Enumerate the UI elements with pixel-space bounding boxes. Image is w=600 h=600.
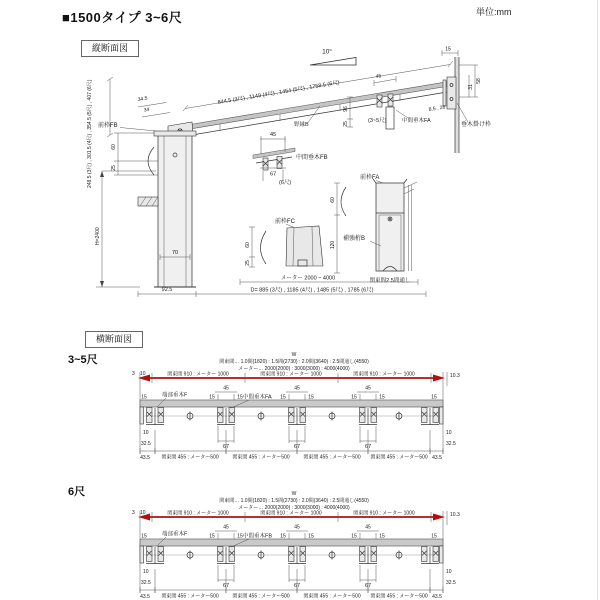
mid-rafter-fa-label: 中間垂木FA [402,118,431,124]
mid-rafter-label: 中間垂木FB [243,533,273,540]
dim-45-fa: 45 [375,73,382,80]
cross-section-2-title: 6尺 [68,486,86,498]
span-label: 関東間 455 : メーター500 [161,454,219,461]
rafter-assembly [209,525,243,594]
front-edge-dims [137,95,170,117]
dim-43-5-left: 43.5 [140,455,150,461]
dim-43-5-right: 43.5 [432,455,442,461]
fa-dim-120: 120 [330,240,336,250]
dim-15-right: 15 [431,533,437,540]
vertical-section-box-label: 縦断面図 [81,40,139,57]
page-title: ■1500タイプ 3~6尺 [62,10,183,25]
dim-25: 25 [111,165,117,171]
rafter-dim-15: 15 [280,533,286,540]
module-span-label: 関東間 910 : メーター 1000 [353,510,415,517]
dim-15-left: 15 [141,394,147,401]
rafter-assembly [146,547,164,594]
detail6-dim-67: 67 [269,171,277,178]
dim-10: 10 [140,371,146,377]
detail6-label: 中間垂木FB [296,155,328,161]
rafter-dim-67: 67 [364,583,372,589]
cross-section-3-5-drawing [60,350,600,478]
rafter-dim-15: 15 [379,394,385,401]
mid-rafter-fb-detail [253,132,328,186]
cross-section-1-title: 3~5尺 [68,354,98,366]
dim-15-left: 15 [141,533,147,540]
span-dimensions [140,587,443,600]
dim-92-5: 92.5 [161,287,173,293]
rafter-assembly [146,408,164,455]
rafter-dim-45: 45 [294,524,300,531]
span-label: 関東間 455 : メーター500 [161,593,219,600]
rafter-assembly [351,525,385,594]
rafter-dim-45: 45 [223,385,229,392]
edge-dimensions [132,371,460,454]
width-annotation [219,491,369,511]
span-label: 関東間 455 : メーター500 [232,454,290,461]
post-height-label: H=2400 [95,227,101,245]
left-height-dimension [86,77,160,188]
cross-section-6-drawing [60,489,600,600]
dim-34-5: 34.5 [137,95,148,103]
detail6-dim-45: 45 [269,132,277,138]
rafter-dim-45: 45 [365,524,371,531]
rafter-dim-67: 67 [222,444,230,450]
rafter-assembly [209,386,243,455]
fa-dim-60: 60 [330,197,336,203]
mid-rafter-label: 中間垂木FA [243,394,272,401]
module-span-label: 関東間 910 : メーター 1000 [260,371,322,378]
span-label: 関東間 455 : メーター500 [303,593,361,600]
rafter-dim-15: 15 [209,394,215,401]
rafter-assembly [421,547,439,594]
width-annotation [219,352,369,372]
rafter-dim-67: 67 [293,444,301,450]
slope-indicator [310,48,356,66]
width-total-label: W [291,491,297,497]
maker-depth-label: メーター 2000 ~ 4000 [280,275,336,282]
dim-10-left: 10 [143,569,149,575]
rafter-dim-15: 15 [237,394,243,401]
dim-32-5-left: 32.5 [141,580,151,586]
hanger-label: 垂木掛け枠 [461,122,492,128]
dim-32-5-right: 32.5 [446,580,456,586]
span-label: 関東間 455 : メーター500 [232,593,290,600]
end-rafter-label: 端部垂木F [162,531,188,538]
width-meter-line: メーター… 2000(2000) : 3000(3000) : 4000(4000) [238,505,350,511]
module-span-label: 関東間 910 : メーター 1000 [260,510,322,517]
end-rafter-label: 端部垂木F [162,392,188,399]
dim-70: 70 [171,250,179,256]
slope-angle-label: 10° [322,48,332,56]
wall-hanger-frame [428,47,491,154]
width-kanto-line: 関東間… 1.0間(1820) : 1.5間(2730) : 2.0間(3640) : 2.5間通し(4550) [219,359,369,365]
rafter-dim-15: 15 [237,533,243,540]
span-dimensions [140,448,443,461]
unit-label: 単位:mm [476,7,512,17]
rafter-dim-15: 15 [209,533,215,540]
vertical-section-drawing [80,35,580,327]
dim-3: 3 [132,510,135,516]
dim-10-left: 10 [143,430,149,436]
fc-dim-60: 60 [245,242,251,248]
dim-3: 3 [132,371,135,377]
dim-32-5-right: 32.5 [446,441,456,447]
fc-dim-25: 25 [245,260,251,266]
rafter-dim-67: 67 [364,444,372,450]
edge-dimensions [132,510,460,593]
dim-32-5-left: 32.5 [141,441,151,447]
rafter-assembly [421,408,439,455]
rafter-dim-15: 15 [351,533,357,540]
rafter-dim-15: 15 [308,394,314,401]
detail6-range-label: (6尺) [279,180,292,186]
rafter-dim-45: 45 [365,385,371,392]
span-note-label: 関東間2.5間通し [369,278,411,284]
height-dim-label: 248.5 (3尺) , 301.5 (4尺) , 354.5 (5尺) , 407 (6尺) [87,79,93,188]
span-label: 関東間 455 : メーター500 [370,593,428,600]
rafter-dim-15: 15 [379,533,385,540]
roof-length-dim-label: 844.5 (3尺) , 1149 (4尺) , 1454 (5尺) , 1758.5 (6尺) [217,79,341,106]
front-frame-fa-detail [330,173,417,284]
dim-43-5-right: 43.5 [432,594,442,600]
dim-31: 31 [468,84,474,90]
depth-dim-label: D= 885 (3尺) , 1185 (4尺) , 1485 (5尺) , 1785 (6尺) [250,287,374,294]
dim-96: 96 [343,106,349,112]
dim-15-right: 15 [431,394,437,401]
rafter-dim-45: 45 [294,385,300,392]
cross-section-box-label: 横断面図 [85,331,143,348]
rafter-dim-15: 15 [308,533,314,540]
span-label: 関東間 455 : メーター500 [370,454,428,461]
mid-rafter-fa-range-label: (3~5尺) [368,118,387,124]
width-meter-line: メーター… 2000(2000) : 3000(3000) : 4000(4000) [238,366,350,372]
span-label: 関東間 455 : メーター500 [303,454,361,461]
dim-43-5-left: 43.5 [140,594,150,600]
front-frame-fa-label: 前枠FA [360,175,380,181]
reinforce-label: 補強桁B [343,236,366,242]
post [138,131,196,287]
dim-25b: 25 [343,121,349,127]
width-kanto-line: 関東間… 1.0間(1820) : 1.5間(2730) : 2.0間(3640) : 2.5間通し(4550) [219,498,369,504]
width-total-label: W [291,352,297,358]
rafter-dim-15: 15 [280,394,286,401]
front-frame-fc-label: 前枠FC [275,219,295,225]
rafter-assembly [280,525,314,594]
rafter-assembly [351,386,385,455]
rafter-dim-15: 15 [351,394,357,401]
dim-10-3: 10.3 [450,512,460,518]
module-dimension [138,510,445,523]
module-dimension [138,371,445,384]
rafter-dim-45: 45 [223,524,229,531]
module-span-label: 関東間 910 : メーター 1000 [167,510,229,517]
post-height-dimension [95,171,156,287]
module-span-label: 関東間 910 : メーター 1000 [353,371,415,378]
rafter-dim-67: 67 [222,583,230,589]
nobuchi-label: 野縁B [294,122,309,128]
dim-34: 34 [143,106,150,114]
front-frame-fc-detail [245,217,323,267]
module-span-label: 関東間 910 : メーター 1000 [167,371,229,378]
dim-10-3: 10.3 [450,373,460,379]
dim-10: 10 [140,510,146,516]
dim-10-right: 10 [446,569,452,575]
dim-15: 15 [445,46,451,53]
dim-8-5-26: 8.5 , 26 [428,104,446,113]
rafter-dim-67: 67 [293,583,301,589]
dim-60: 60 [111,144,117,150]
dim-58: 58 [476,78,482,84]
dim-10-right: 10 [446,430,452,436]
rafter-assembly [280,386,314,455]
front-frame-fb-label: 前枠FB [98,123,118,129]
